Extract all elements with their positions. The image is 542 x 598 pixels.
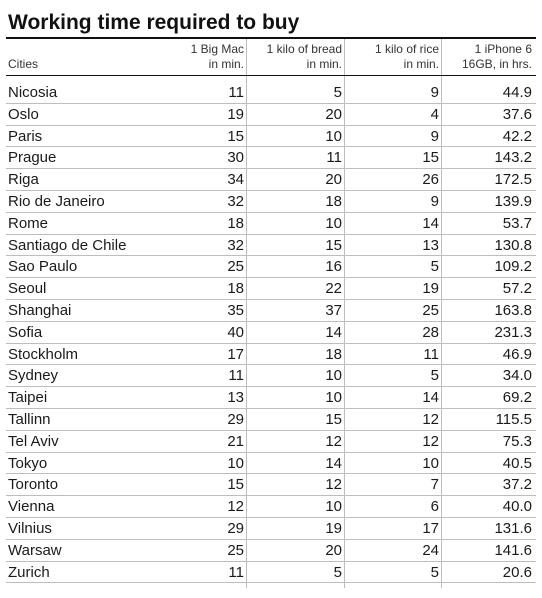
cell-bread: 19 xyxy=(325,519,342,537)
cell-iphone: 20.6 xyxy=(502,563,532,581)
cell-city: Rio de Janeiro xyxy=(8,192,105,210)
cell-city: Shanghai xyxy=(8,301,72,319)
cell-big-mac: 25 xyxy=(227,258,244,276)
cell-city: Sydney xyxy=(8,367,59,385)
cell-city: Seoul xyxy=(8,280,47,298)
table-row xyxy=(6,344,536,366)
cell-iphone: 44.9 xyxy=(502,84,532,101)
cell-bread: 15 xyxy=(325,236,342,254)
cell-big-mac: 15 xyxy=(227,476,244,494)
table-row xyxy=(6,300,536,322)
cell-bread: 5 xyxy=(333,84,342,101)
cell-bread: 10 xyxy=(325,127,342,145)
table-row xyxy=(6,147,536,169)
cell-rice: 9 xyxy=(430,84,439,101)
cell-city: Taipei xyxy=(8,389,48,407)
cell-iphone: 172.5 xyxy=(494,171,532,189)
cell-bread: 12 xyxy=(325,432,342,450)
header-iphone xyxy=(462,42,532,72)
cell-iphone: 75.3 xyxy=(502,432,532,450)
header-line: 1 kilo of rice xyxy=(374,42,439,56)
cell-rice: 14 xyxy=(422,389,439,407)
cell-big-mac: 30 xyxy=(227,149,244,167)
header-rule xyxy=(6,75,536,76)
cell-big-mac: 11 xyxy=(228,84,244,101)
cell-rice: 24 xyxy=(422,541,439,559)
cell-rice: 5 xyxy=(430,563,439,581)
cell-bread: 10 xyxy=(325,498,342,516)
cell-big-mac: 35 xyxy=(227,301,244,319)
cell-rice: 12 xyxy=(422,432,439,450)
cell-iphone: 57.2 xyxy=(502,280,532,298)
cell-rice: 28 xyxy=(422,323,439,341)
table-row xyxy=(6,540,536,562)
cell-iphone: 231.3 xyxy=(494,323,532,341)
table-row xyxy=(6,453,536,475)
cell-big-mac: 18 xyxy=(227,214,244,232)
header-line: 1 iPhone 6 xyxy=(474,42,532,56)
cell-bread: 11 xyxy=(326,149,342,167)
cell-bread: 16 xyxy=(325,258,342,276)
cell-rice: 14 xyxy=(422,214,439,232)
cell-big-mac: 21 xyxy=(227,432,244,450)
cell-iphone: 163.8 xyxy=(494,301,532,319)
table-row xyxy=(6,496,536,518)
table-row xyxy=(6,213,536,235)
cell-city: Tel Aviv xyxy=(8,432,59,450)
header-line: 1 kilo of bread xyxy=(266,42,342,56)
cell-iphone: 34.0 xyxy=(502,367,532,385)
cell-city: Oslo xyxy=(8,105,39,123)
header-line: in min. xyxy=(403,57,439,71)
table-row xyxy=(6,431,536,453)
cell-city: Paris xyxy=(8,127,43,145)
table-row xyxy=(6,169,536,191)
cell-bread: 12 xyxy=(325,476,342,494)
header-bread xyxy=(267,42,342,72)
header-line: 1 Big Mac xyxy=(190,42,244,56)
cell-rice: 5 xyxy=(430,258,439,276)
table-row xyxy=(6,365,536,387)
cell-big-mac: 10 xyxy=(227,454,244,472)
cell-bread: 15 xyxy=(325,410,342,428)
cell-rice: 7 xyxy=(430,476,439,494)
cell-iphone: 53.7 xyxy=(502,214,532,232)
cell-rice: 15 xyxy=(422,149,439,167)
cell-city: Rome xyxy=(8,214,49,232)
cell-rice: 9 xyxy=(430,127,439,145)
cell-rice: 13 xyxy=(422,236,439,254)
table-row xyxy=(6,387,536,409)
cell-city: Sao Paulo xyxy=(8,258,78,276)
cell-iphone: 141.6 xyxy=(494,541,532,559)
cell-iphone: 143.2 xyxy=(494,149,532,167)
cell-city: Sofia xyxy=(8,323,43,341)
cell-big-mac: 32 xyxy=(227,192,244,210)
table-header xyxy=(6,39,536,75)
cell-iphone: 37.6 xyxy=(502,105,532,123)
cell-iphone: 130.8 xyxy=(494,236,532,254)
cell-big-mac: 11 xyxy=(228,367,244,385)
cell-rice: 6 xyxy=(430,498,439,516)
cell-iphone: 69.2 xyxy=(502,389,532,407)
cell-iphone: 139.9 xyxy=(494,192,532,210)
cell-city: Vilnius xyxy=(8,519,52,537)
cell-rice: 17 xyxy=(422,519,439,537)
cell-bread: 10 xyxy=(325,389,342,407)
cell-big-mac: 12 xyxy=(227,498,244,516)
cell-bread: 14 xyxy=(325,454,342,472)
cell-rice: 25 xyxy=(422,301,439,319)
cell-big-mac: 29 xyxy=(227,519,244,537)
cell-big-mac: 13 xyxy=(227,389,244,407)
table-row xyxy=(6,82,536,104)
cell-rice: 4 xyxy=(430,105,439,123)
cell-iphone: 40.5 xyxy=(502,454,532,472)
table-row xyxy=(6,562,536,584)
header-rice xyxy=(375,42,439,72)
header-line: in min. xyxy=(208,57,244,71)
cell-city: Riga xyxy=(8,171,39,189)
table-row xyxy=(6,191,536,213)
cell-bread: 37 xyxy=(325,301,342,319)
cell-bread: 14 xyxy=(325,323,342,341)
cell-bread: 20 xyxy=(325,541,342,559)
table-body xyxy=(6,82,536,583)
table-row xyxy=(6,409,536,431)
cell-big-mac: 29 xyxy=(227,410,244,428)
table-row xyxy=(6,235,536,257)
cell-city: Tallinn xyxy=(8,410,51,428)
cell-big-mac: 11 xyxy=(228,563,244,581)
cell-big-mac: 15 xyxy=(227,127,244,145)
cell-iphone: 131.6 xyxy=(494,519,532,537)
cell-city: Warsaw xyxy=(8,541,62,559)
cell-bread: 18 xyxy=(325,192,342,210)
cell-big-mac: 18 xyxy=(227,280,244,298)
cell-big-mac: 34 xyxy=(227,171,244,189)
cell-big-mac: 32 xyxy=(227,236,244,254)
cell-iphone: 42.2 xyxy=(502,127,532,145)
table-title: Working time required to buy xyxy=(8,11,300,34)
table-row xyxy=(6,518,536,540)
cell-rice: 19 xyxy=(422,280,439,298)
cell-iphone: 109.2 xyxy=(494,258,532,276)
table-row xyxy=(6,256,536,278)
cell-big-mac: 25 xyxy=(227,541,244,559)
cell-rice: 9 xyxy=(430,192,439,210)
cell-bread: 20 xyxy=(325,105,342,123)
cell-iphone: 37.2 xyxy=(502,476,532,494)
cell-city: Stockholm xyxy=(8,345,79,363)
cell-city: Santiago de Chile xyxy=(8,236,127,254)
cell-big-mac: 17 xyxy=(227,345,244,363)
cell-city: Vienna xyxy=(8,498,55,516)
cell-bread: 22 xyxy=(325,280,342,298)
cell-big-mac: 40 xyxy=(227,323,244,341)
cell-bread: 10 xyxy=(325,367,342,385)
cell-iphone: 115.5 xyxy=(495,410,532,428)
cell-rice: 12 xyxy=(422,410,439,428)
cell-rice: 5 xyxy=(430,367,439,385)
cell-bread: 20 xyxy=(325,171,342,189)
table-row xyxy=(6,474,536,496)
header-line: in min. xyxy=(306,57,342,71)
cell-iphone: 40.0 xyxy=(502,498,532,516)
table-row xyxy=(6,278,536,300)
cell-bread: 10 xyxy=(325,214,342,232)
cell-city: Prague xyxy=(8,149,57,167)
cell-rice: 26 xyxy=(422,171,439,189)
table-title-block xyxy=(6,0,536,38)
header-line: Cities xyxy=(8,57,39,71)
table-row xyxy=(6,322,536,344)
cell-big-mac: 19 xyxy=(227,105,244,123)
cell-city: Tokyo xyxy=(8,454,48,472)
cell-bread: 5 xyxy=(333,563,342,581)
cell-city: Toronto xyxy=(8,476,59,494)
cell-bread: 18 xyxy=(325,345,342,363)
cell-city: Nicosia xyxy=(8,84,58,101)
header-cities xyxy=(8,57,38,72)
header-big-mac xyxy=(191,42,244,72)
header-line: 16GB, in hrs. xyxy=(461,57,532,71)
table-row xyxy=(6,126,536,148)
cell-rice: 11 xyxy=(423,345,439,363)
cell-city: Zurich xyxy=(8,563,50,581)
table-row xyxy=(6,104,536,126)
cell-rice: 10 xyxy=(422,454,439,472)
cell-iphone: 46.9 xyxy=(502,345,532,363)
